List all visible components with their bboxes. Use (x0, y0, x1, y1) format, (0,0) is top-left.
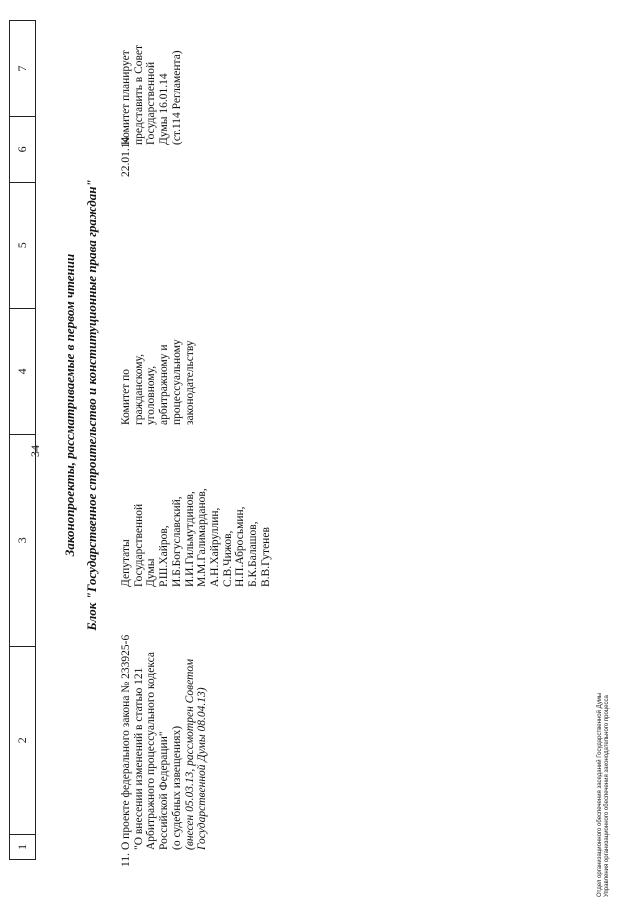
bill-title-line: (о судебных извещениях) (170, 725, 183, 850)
footer-line: Отдел организационного обеспечения заседаний Государственной Думы (597, 692, 603, 897)
author-line: И.И.Гильмутдинов, (183, 491, 196, 587)
column-number-1: 1 (10, 834, 35, 859)
plan-line: (ст.114 Регламента) (170, 50, 183, 145)
author-line: Государственной (132, 503, 145, 587)
plan-line: Государственной (145, 61, 158, 145)
author-line: И.Б.Богуславский, (170, 496, 183, 587)
author-line: Н.П.Абросьмин, (234, 506, 247, 587)
author-line: Депутаты (120, 539, 132, 587)
column-number-header (9, 20, 36, 860)
column-number-6: 6 (10, 116, 35, 182)
plan-line: представить в Совет (132, 44, 145, 145)
committee-line: гражданскому, (132, 353, 145, 425)
bill-note-line: (внесен 05.03.13, рассмотрен Советом (183, 658, 196, 850)
column-number-4: 4 (10, 308, 35, 434)
committee-line: арбитражному и (158, 344, 171, 425)
author-line: Думы (145, 558, 158, 587)
footer-line: Управления организационного обеспечения законодательного процесса (604, 695, 610, 897)
column-number-3: 3 (10, 434, 35, 646)
row-number: 11. (120, 853, 132, 867)
author-line: Р.Ш.Хайров, (158, 525, 171, 587)
bill-title (120, 615, 209, 850)
committee-line: уголовному, (145, 365, 158, 425)
plan-line: Комитет планирует (120, 50, 132, 145)
date-cell: 22.01.14 (120, 136, 132, 177)
plan-note (120, 20, 184, 145)
committee-line: Комитет по (120, 369, 132, 425)
plan-line: Думы 16.01.14 (158, 73, 171, 145)
responsible-committee (120, 285, 196, 425)
bill-title-line: "О внесении изменений в статью 121 (132, 667, 145, 850)
page-number: 34 (28, 445, 42, 457)
author-line: С.В.Чижов, (221, 530, 234, 587)
block-title: Блок "Государственное строительство и конституционные права граждан" (84, 179, 99, 631)
column-number-2: 2 (10, 646, 35, 834)
committee-line: законодательству (183, 340, 196, 425)
bill-title-line: Арбитражного процессуального кодекса (145, 651, 158, 850)
author-line: А.Н.Хайруллин, (208, 507, 221, 587)
column-number-7: 7 (15, 65, 29, 72)
author-line: М.М.Галимарданов, (196, 488, 209, 587)
bill-title-line: Российской Федерации" (158, 731, 171, 850)
bill-note-line: Государственной Думы 08.04.13) (196, 687, 209, 850)
bill-authors (120, 427, 272, 587)
committee-line: процессуальному (170, 339, 183, 425)
author-line: Б.К.Балашов, (247, 521, 260, 587)
section-title: Законопроекты, рассматриваемые в первом чтении (62, 253, 77, 557)
footer-department (597, 693, 611, 897)
bill-title-line: О проекте федерального закона № 233925-6 (120, 634, 132, 850)
column-number-5: 5 (10, 182, 35, 308)
author-line: В.В.Гутенев (259, 527, 272, 587)
